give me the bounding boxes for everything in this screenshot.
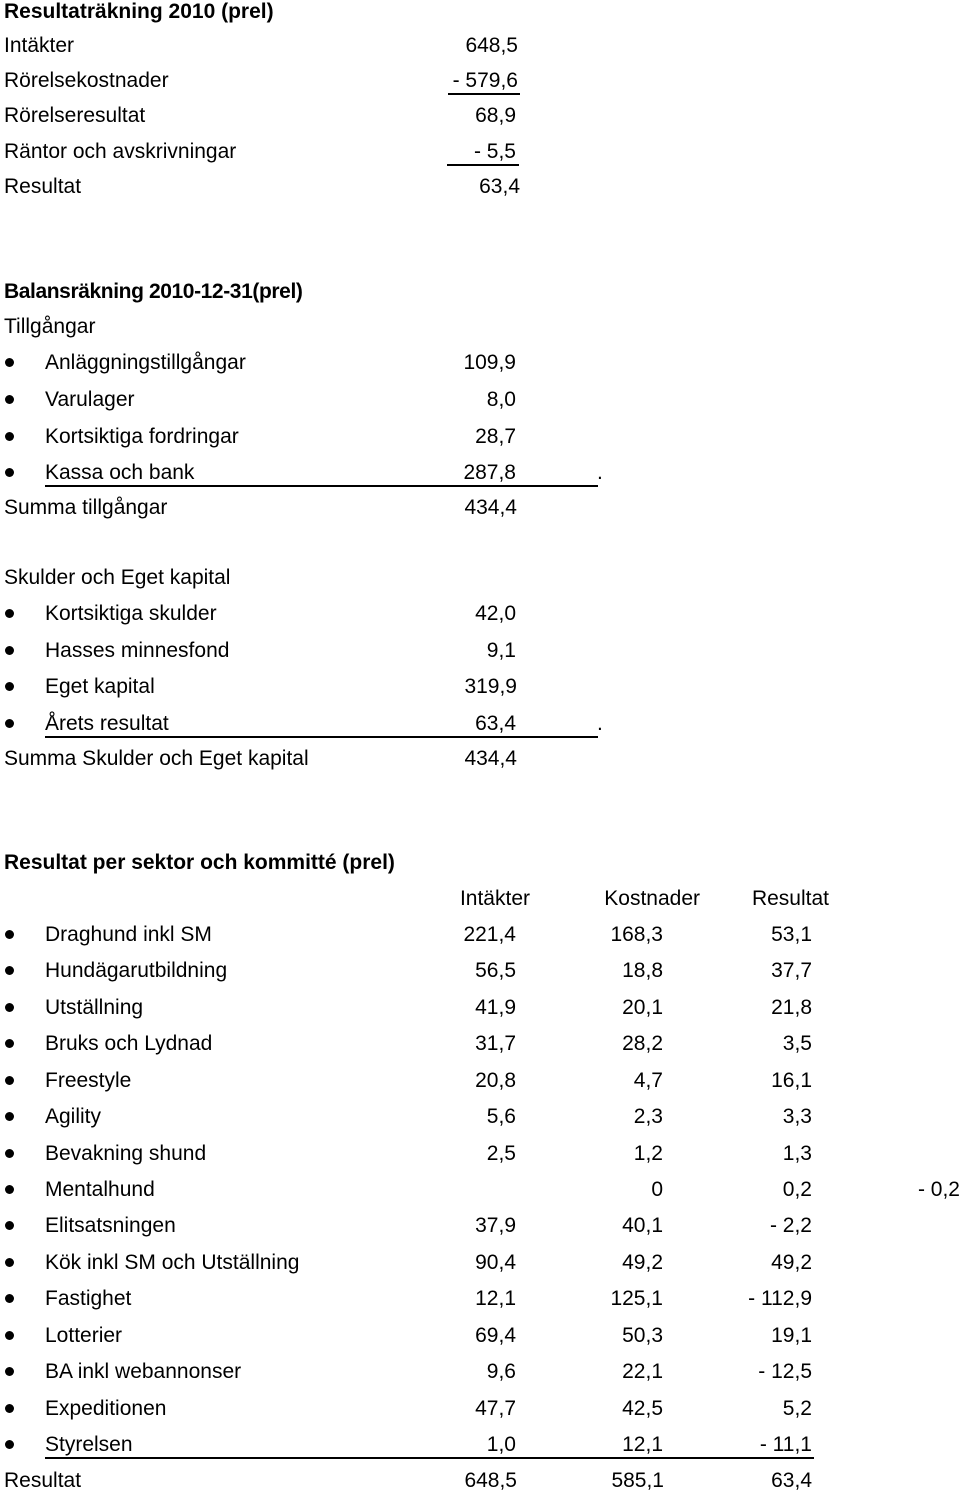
asset-label: Varulager (45, 388, 135, 411)
liabilities-total-label: Summa Skulder och Eget kapital (4, 747, 309, 770)
income-underline (448, 93, 520, 95)
sector-cost: 168,3 (610, 923, 663, 946)
asset-trailing-dot: . (597, 461, 603, 484)
sector-cost: 49,2 (622, 1251, 663, 1274)
sector-result: - 2,2 (769, 1214, 812, 1237)
bullet-icon (5, 358, 14, 367)
income-title: Resultaträkning 2010 (prel) (4, 0, 274, 23)
liabilities-heading: Skulder och Eget kapital (4, 566, 231, 589)
sectors-total-cost: 585,1 (611, 1469, 664, 1492)
bullet-icon (5, 719, 14, 728)
bullet-icon (5, 1112, 14, 1121)
income-label: Intäkter (4, 34, 75, 57)
bullet-icon (5, 646, 14, 655)
sector-label: Bruks och Lydnad (45, 1032, 213, 1055)
liability-label: Kortsiktiga skulder (45, 602, 217, 625)
column-header-income: Intäkter (459, 887, 530, 910)
sector-result: - 112,9 (748, 1287, 812, 1310)
sector-income: 31,7 (475, 1032, 516, 1055)
bullet-icon (5, 1149, 14, 1158)
liability-trailing-dot: . (597, 712, 603, 735)
sector-label: Freestyle (45, 1069, 132, 1092)
bullet-icon (5, 1221, 14, 1230)
income-value: 68,9 (475, 104, 516, 127)
sector-cost: 40,1 (622, 1214, 663, 1237)
liability-value: 42,0 (475, 602, 516, 625)
sector-income: 41,9 (475, 996, 516, 1019)
sectors-total-income: 648,5 (464, 1469, 517, 1492)
sector-cost: 20,1 (622, 996, 663, 1019)
sector-result: - 12,5 (758, 1360, 812, 1383)
sector-result: 5,2 (782, 1397, 812, 1420)
bullet-icon (5, 432, 14, 441)
sector-income: 12,1 (475, 1287, 516, 1310)
income-value: - 579,6 (452, 69, 518, 92)
sector-income: 5,6 (486, 1105, 516, 1128)
liability-label: Eget kapital (45, 675, 155, 698)
sector-cost: 4,7 (633, 1069, 663, 1092)
sector-label: Lotterier (45, 1324, 123, 1347)
sector-label: Fastighet (45, 1287, 132, 1310)
sector-income: 20,8 (475, 1069, 516, 1092)
bullet-icon (5, 1404, 14, 1413)
sectors-title: Resultat per sektor och kommitté (prel) (4, 851, 395, 874)
bullet-icon (5, 1294, 14, 1303)
sector-label: BA inkl webannonser (45, 1360, 242, 1383)
sector-extra: - 0,2 (917, 1178, 960, 1201)
sector-cost: 0 (651, 1178, 663, 1201)
sector-result: 3,5 (782, 1032, 812, 1055)
bullet-icon (5, 1076, 14, 1085)
sector-result: 37,7 (771, 959, 812, 982)
sector-income: 2,5 (486, 1142, 516, 1165)
bullet-icon (5, 682, 14, 691)
income-value: - 5,5 (473, 140, 516, 163)
sector-result: 49,2 (771, 1251, 812, 1274)
sector-cost: 18,8 (622, 959, 663, 982)
sector-cost: 50,3 (622, 1324, 663, 1347)
income-label: Räntor och avskrivningar (4, 140, 237, 163)
bullet-icon (5, 1258, 14, 1267)
asset-value: 8,0 (486, 388, 516, 411)
sector-label: Styrelsen (45, 1433, 133, 1456)
sector-result: 3,3 (782, 1105, 812, 1128)
asset-value: 28,7 (475, 425, 516, 448)
bullet-icon (5, 1331, 14, 1340)
bullet-icon (5, 609, 14, 618)
bullet-icon (5, 1185, 14, 1194)
income-underline (447, 164, 519, 166)
column-header-result: Resultat (751, 887, 829, 910)
sector-cost: 22,1 (622, 1360, 663, 1383)
sector-label: Bevakning shund (45, 1142, 207, 1165)
assets-total-value: 434,4 (464, 496, 517, 519)
asset-label: Anläggningstillgångar (45, 351, 246, 374)
sector-cost: 42,5 (622, 1397, 663, 1420)
sector-cost: 1,2 (633, 1142, 663, 1165)
liabilities-total-value: 434,4 (464, 747, 517, 770)
income-value: 63,4 (479, 175, 520, 198)
bullet-icon (5, 1003, 14, 1012)
income-label: Resultat (4, 175, 82, 198)
sector-result: 53,1 (771, 923, 812, 946)
bullet-icon (5, 966, 14, 975)
sector-label: Hundägarutbildning (45, 959, 228, 982)
asset-label: Kortsiktiga fordringar (45, 425, 239, 448)
asset-value: 109,9 (463, 351, 516, 374)
sector-income: 1,0 (486, 1433, 516, 1456)
bullet-icon (5, 395, 14, 404)
sector-income: 90,4 (475, 1251, 516, 1274)
bullet-icon (5, 468, 14, 477)
liability-value: 9,1 (486, 639, 516, 662)
assets-heading: Tillgångar (4, 315, 96, 338)
sector-income: 37,9 (475, 1214, 516, 1237)
liability-value: 63,4 (475, 712, 516, 735)
sector-result: 0,2 (782, 1178, 812, 1201)
sector-result: - 11,1 (759, 1433, 812, 1456)
sector-label: Kök inkl SM och Utställning (45, 1251, 300, 1274)
liability-underline (45, 736, 598, 738)
income-value: 648,5 (465, 34, 518, 57)
sector-cost: 28,2 (622, 1032, 663, 1055)
sector-result: 16,1 (771, 1069, 812, 1092)
sector-label: Elitsatsningen (45, 1214, 176, 1237)
asset-label: Kassa och bank (45, 461, 195, 484)
sector-cost: 125,1 (610, 1287, 663, 1310)
sector-income: 221,4 (463, 923, 516, 946)
sector-label: Mentalhund (45, 1178, 155, 1201)
bullet-icon (5, 930, 14, 939)
sectors-total-label: Resultat (4, 1469, 82, 1492)
sectors-total-result: 63,4 (771, 1469, 812, 1492)
income-label: Rörelseresultat (4, 104, 146, 127)
sector-result: 19,1 (771, 1324, 812, 1347)
balance-title: Balansräkning 2010-12-31(prel) (4, 280, 303, 303)
sector-income: 56,5 (475, 959, 516, 982)
bullet-icon (5, 1367, 14, 1376)
liability-value: 319,9 (464, 675, 517, 698)
liability-label: Årets resultat (45, 712, 169, 735)
sector-label: Draghund inkl SM (45, 923, 212, 946)
asset-value: 287,8 (463, 461, 516, 484)
bullet-icon (5, 1440, 14, 1449)
assets-total-label: Summa tillgångar (4, 496, 168, 519)
sector-cost: 2,3 (633, 1105, 663, 1128)
bullet-icon (5, 1039, 14, 1048)
sector-cost: 12,1 (622, 1433, 663, 1456)
sector-result: 1,3 (782, 1142, 812, 1165)
column-header-cost: Kostnader (604, 887, 700, 910)
sector-result: 21,8 (771, 996, 812, 1019)
sector-label: Expeditionen (45, 1397, 167, 1420)
liability-label: Hasses minnesfond (45, 639, 230, 662)
sector-label: Agility (45, 1105, 102, 1128)
income-label: Rörelsekostnader (4, 69, 169, 92)
sector-label: Utställning (45, 996, 144, 1019)
asset-underline (45, 485, 598, 487)
sector-income: 69,4 (475, 1324, 516, 1347)
sector-income: 9,6 (486, 1360, 516, 1383)
sector-underline (45, 1457, 814, 1459)
sector-income: 47,7 (475, 1397, 516, 1420)
